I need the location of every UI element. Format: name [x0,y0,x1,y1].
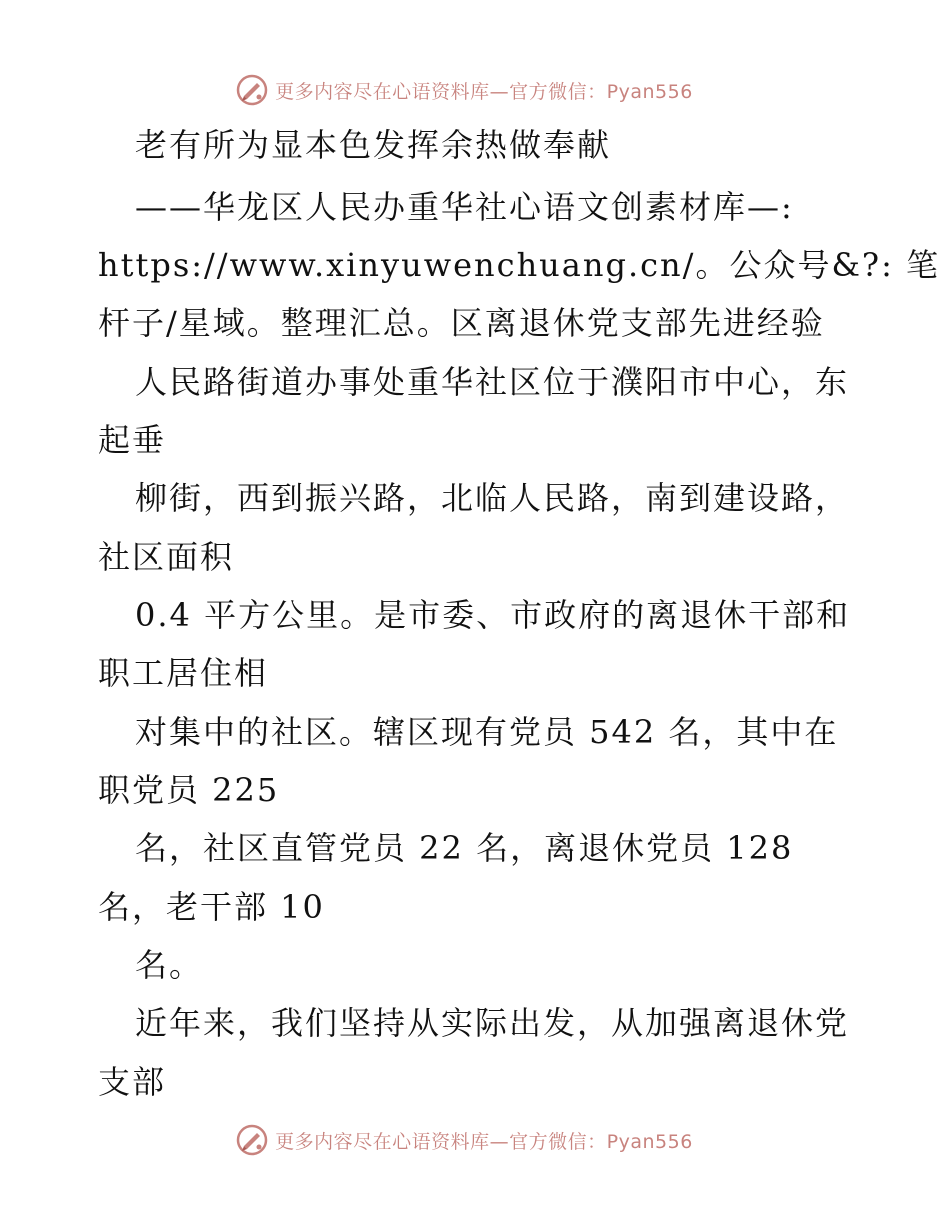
body-line: 名，老干部 10 [98,888,325,926]
body-line: 人民路街道办事处重华社区位于濮阳市中心，东 [135,363,850,401]
watermark-text: 更多内容尽在心语资料库—官方微信：Pyan556 [275,80,693,103]
body-line: 职工居住相 [98,654,269,692]
header-watermark [0,70,950,110]
body-line: 职党员 225 [98,771,280,809]
body-line: 柳街，西到振兴路，北临人民路，南到建设路， [135,479,850,517]
body-line: 起垂 [98,421,167,459]
watermark-text: 更多内容尽在心语资料库—官方微信：Pyan556 [275,1130,693,1153]
body-line: 0.4 平方公里。是市委、市政府的离退休干部和 [135,596,851,634]
body-line: 杆子/星域。整理汇总。区离退休党支部先进经验 [98,304,825,342]
body-line: 对集中的社区。辖区现有党员 542 名，其中在 [135,713,839,751]
pen-logo-icon [235,73,269,107]
body-line: https://www.xinyuwenchuang.cn/。公众号&?: 笔 [98,246,941,284]
body-line: 社区面积 [98,538,235,576]
document-title: 老有所为显本色发挥余热做奉献 [135,126,612,164]
body-line: 名。 [135,946,204,984]
footer-watermark [0,1120,950,1160]
body-line: 名，社区直管党员 22 名，离退休党员 128 [135,829,794,867]
body-line: 近年来，我们坚持从实际出发，从加强离退休党 [135,1004,850,1042]
body-line: ——华龙区人民办重华社心语文创素材库—: [135,188,794,226]
pen-logo-icon [235,1123,269,1157]
body-line: 支部 [98,1063,167,1101]
